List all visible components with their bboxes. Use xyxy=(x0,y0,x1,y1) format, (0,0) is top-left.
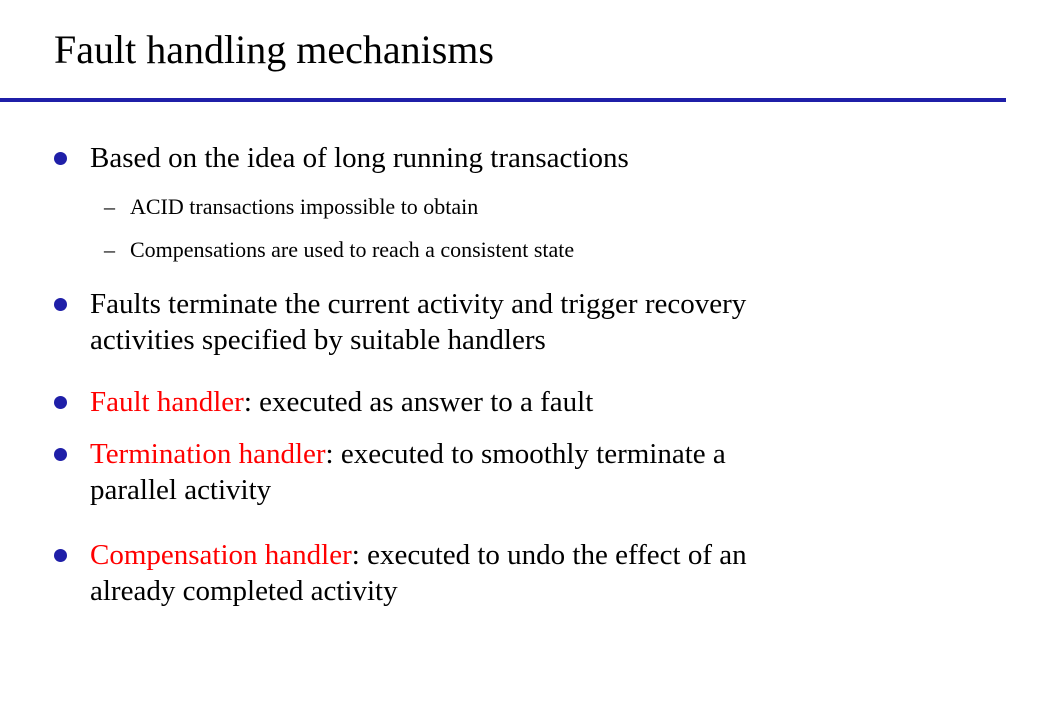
dash-marker: – xyxy=(104,194,115,219)
subitem-1-2-text: Compensations are used to reach a consistent state xyxy=(130,237,575,262)
subitem-1-1 xyxy=(104,192,478,222)
bullet-4-line-2: parallel activity xyxy=(90,474,272,506)
subitem-1-2 xyxy=(104,235,574,265)
bullet-5-line-2: already completed activity xyxy=(90,575,398,607)
bullet-dot-icon xyxy=(54,298,67,311)
bullet-4-term: Termination handler xyxy=(90,438,326,470)
bullet-dot-icon xyxy=(54,448,67,461)
bullet-1-text: Based on the idea of long running transactions xyxy=(90,142,629,174)
bullet-3 xyxy=(90,384,990,420)
slide-title: Fault handling mechanisms xyxy=(54,27,494,72)
bullet-dot-icon xyxy=(54,152,67,165)
bullet-dot-icon xyxy=(54,396,67,409)
bullet-5-term: Compensation handler xyxy=(90,539,352,571)
bullet-5-rest: : executed to undo the effect of an xyxy=(351,539,747,571)
bullet-3-term: Fault handler xyxy=(90,386,244,418)
bullet-2-line-1: Faults terminate the current activity and trigger recovery xyxy=(90,288,747,320)
bullet-4-rest: : executed to smoothly terminate a xyxy=(325,438,726,470)
subitem-1-1-text: ACID transactions impossible to obtain xyxy=(130,194,479,219)
bullet-2-line-2: activities specified by suitable handlers xyxy=(90,324,546,356)
bullet-3-rest: : executed as answer to a fault xyxy=(243,386,594,418)
bullet-5 xyxy=(90,537,990,609)
bullet-4 xyxy=(90,436,990,508)
dash-marker: – xyxy=(104,237,115,262)
bullet-dot-icon xyxy=(54,549,67,562)
bullet-1 xyxy=(90,140,990,176)
bullet-2 xyxy=(90,286,990,358)
